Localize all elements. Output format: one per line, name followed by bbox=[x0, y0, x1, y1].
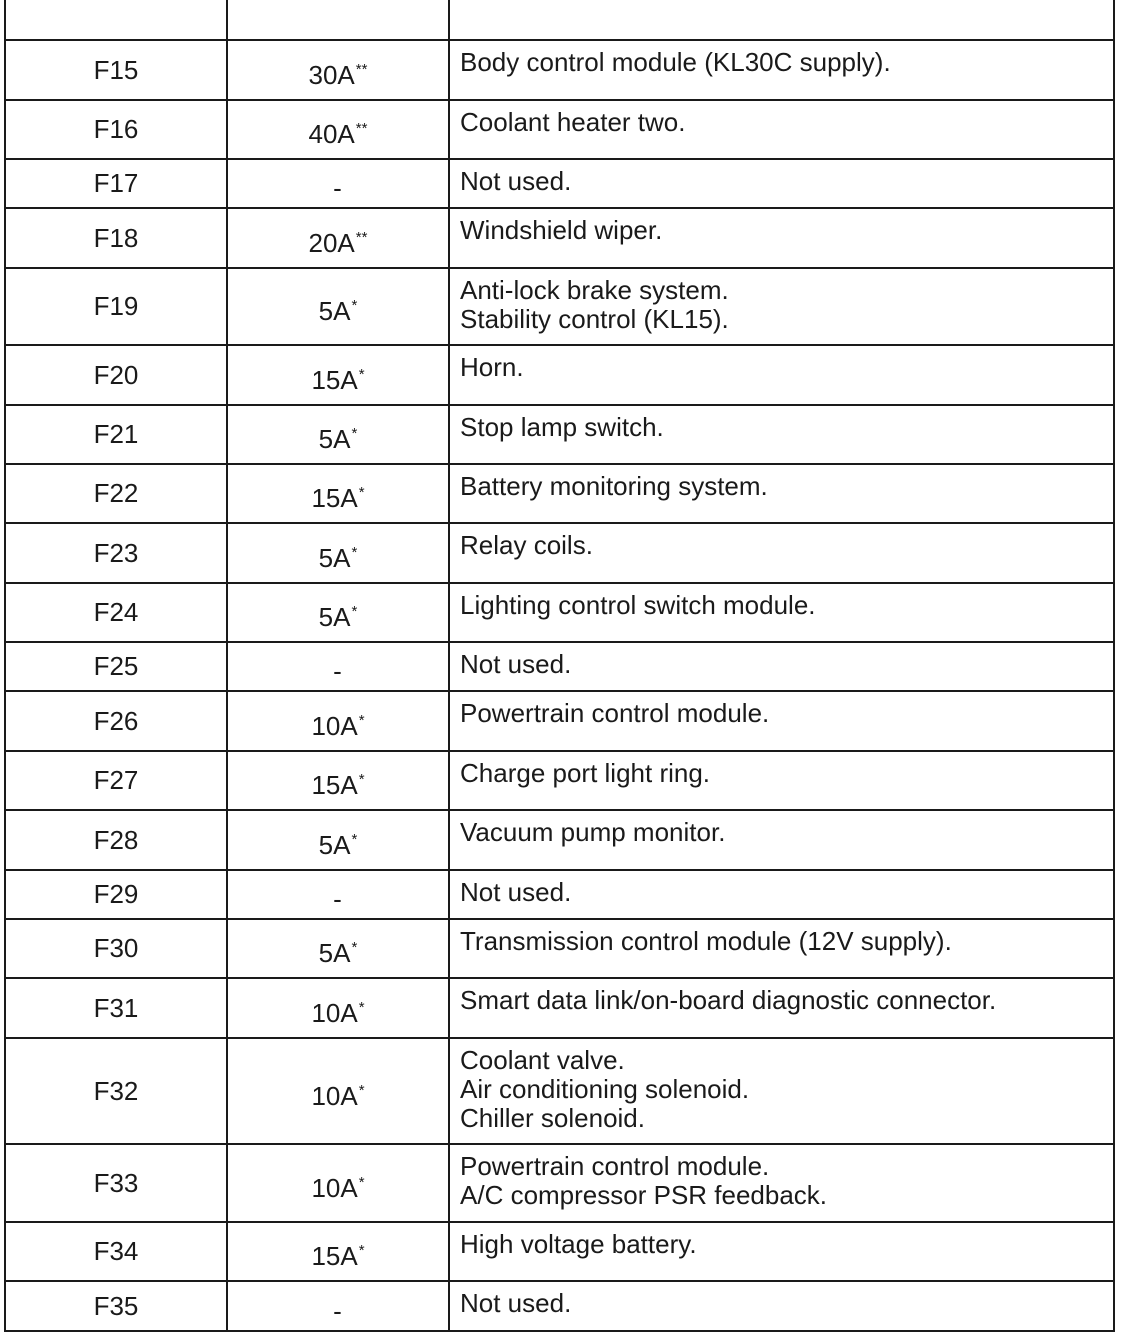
amp-value: 15A bbox=[311, 1241, 358, 1271]
circuit-description bbox=[449, 751, 1114, 810]
rating-footnote-mark: ** bbox=[355, 228, 368, 246]
rating-footnote-mark: * bbox=[358, 484, 365, 502]
amp-value: 5A bbox=[318, 424, 351, 454]
circuit-description bbox=[449, 583, 1114, 642]
fuse-number: F34 bbox=[5, 1222, 227, 1281]
table-row bbox=[5, 100, 1114, 159]
table-row bbox=[5, 751, 1114, 810]
description-line: Anti-lock brake system. bbox=[460, 275, 729, 305]
table-row bbox=[5, 583, 1114, 642]
description-line: Smart data link/on-board diagnostic connector. bbox=[460, 985, 997, 1015]
table-row bbox=[5, 919, 1114, 978]
fuse-number: F17 bbox=[5, 159, 227, 208]
fuse-number: F33 bbox=[5, 1144, 227, 1222]
description-line: Powertrain control module. bbox=[460, 698, 770, 728]
description-line: Transmission control module (12V supply). bbox=[460, 926, 952, 956]
circuit-description bbox=[449, 464, 1114, 523]
circuit-description bbox=[449, 159, 1114, 208]
circuit-description bbox=[449, 268, 1114, 345]
description-line: High voltage battery. bbox=[460, 1229, 697, 1259]
circuit-description bbox=[449, 0, 1114, 40]
table-row bbox=[5, 978, 1114, 1038]
amp-value: 30A bbox=[308, 59, 355, 90]
description-line: Horn. bbox=[460, 352, 524, 382]
amp-rating bbox=[227, 978, 449, 1038]
table-row bbox=[5, 40, 1114, 100]
amp-rating bbox=[227, 870, 449, 919]
table-row bbox=[5, 870, 1114, 919]
amp-rating bbox=[227, 583, 449, 642]
description-line: Not used. bbox=[460, 1288, 572, 1318]
amp-value: 40A bbox=[308, 119, 355, 149]
description-line: Charge port light ring. bbox=[460, 758, 711, 788]
rating-footnote-mark: * bbox=[351, 830, 358, 848]
description-line: Stop lamp switch. bbox=[460, 412, 664, 442]
description-line: Stability control (KL15). bbox=[460, 304, 729, 334]
table-row bbox=[5, 208, 1114, 268]
circuit-description bbox=[449, 100, 1114, 159]
amp-rating bbox=[227, 208, 449, 268]
circuit-description bbox=[449, 40, 1114, 100]
table-row bbox=[5, 1281, 1114, 1331]
table-row bbox=[5, 1222, 1114, 1281]
description-line: A/C compressor PSR feedback. bbox=[460, 1180, 828, 1210]
amp-value: 10A bbox=[311, 997, 358, 1028]
rating-footnote-mark: * bbox=[358, 1242, 365, 1260]
fuse-number: F35 bbox=[5, 1281, 227, 1331]
amp-rating bbox=[227, 40, 449, 100]
amp-rating bbox=[227, 0, 449, 40]
rating-footnote-mark: * bbox=[358, 998, 365, 1016]
amp-value: 5A bbox=[318, 829, 351, 860]
table-row bbox=[5, 405, 1114, 464]
amp-rating bbox=[227, 405, 449, 464]
rating-footnote-mark: * bbox=[351, 425, 358, 443]
circuit-description bbox=[449, 1222, 1114, 1281]
amp-value: 10A bbox=[311, 1172, 358, 1203]
fuse-number: F18 bbox=[5, 208, 227, 268]
fuse-number: F30 bbox=[5, 919, 227, 978]
amp-rating bbox=[227, 751, 449, 810]
description-line: Windshield wiper. bbox=[460, 215, 663, 245]
amp-rating bbox=[227, 345, 449, 405]
amp-rating bbox=[227, 691, 449, 751]
description-line: Vacuum pump monitor. bbox=[460, 817, 726, 847]
circuit-description bbox=[449, 919, 1114, 978]
rating-footnote-mark: ** bbox=[355, 120, 368, 138]
rating-footnote-mark: * bbox=[358, 1173, 365, 1191]
rating-footnote-mark: * bbox=[358, 1081, 365, 1099]
table-row bbox=[5, 159, 1114, 208]
circuit-description bbox=[449, 978, 1114, 1038]
circuit-description bbox=[449, 208, 1114, 268]
amp-value: 10A bbox=[311, 710, 358, 741]
amp-value: - bbox=[333, 173, 342, 203]
rating-footnote-mark: * bbox=[351, 297, 358, 315]
description-line: Body control module (KL30C supply). bbox=[460, 47, 891, 77]
circuit-description bbox=[449, 1144, 1114, 1222]
amp-rating bbox=[227, 1038, 449, 1144]
fuse-number: F19 bbox=[5, 268, 227, 345]
circuit-description bbox=[449, 345, 1114, 405]
fuse-table-body bbox=[5, 0, 1114, 1331]
description-line: Powertrain control module. bbox=[460, 1151, 770, 1181]
amp-value: 20A bbox=[308, 227, 355, 258]
table-row bbox=[5, 1038, 1114, 1144]
amp-rating bbox=[227, 464, 449, 523]
amp-value: 15A bbox=[311, 483, 358, 513]
circuit-description bbox=[449, 691, 1114, 751]
fuse-number: F25 bbox=[5, 642, 227, 691]
fuse-number: F20 bbox=[5, 345, 227, 405]
circuit-description bbox=[449, 810, 1114, 870]
amp-value: 5A bbox=[318, 542, 351, 573]
description-line: Not used. bbox=[460, 649, 572, 679]
amp-rating bbox=[227, 159, 449, 208]
amp-value: 10A bbox=[311, 1080, 358, 1111]
table-row bbox=[5, 1144, 1114, 1222]
amp-value: 5A bbox=[318, 602, 351, 632]
rating-footnote-mark: * bbox=[358, 771, 365, 789]
amp-rating bbox=[227, 642, 449, 691]
circuit-description bbox=[449, 523, 1114, 583]
amp-rating bbox=[227, 1222, 449, 1281]
table-row bbox=[5, 0, 1114, 40]
amp-rating bbox=[227, 1281, 449, 1331]
circuit-description bbox=[449, 405, 1114, 464]
rating-footnote-mark: * bbox=[358, 711, 365, 729]
table-row bbox=[5, 642, 1114, 691]
circuit-description bbox=[449, 642, 1114, 691]
description-line: Coolant heater two. bbox=[460, 107, 686, 137]
rating-footnote-mark: * bbox=[351, 939, 358, 957]
amp-value: - bbox=[333, 656, 342, 686]
description-line: Coolant valve. bbox=[460, 1045, 625, 1075]
rating-footnote-mark: * bbox=[351, 603, 358, 621]
amp-rating bbox=[227, 810, 449, 870]
description-line: Lighting control switch module. bbox=[460, 590, 816, 620]
description-line: Not used. bbox=[460, 877, 572, 907]
amp-value: 15A bbox=[311, 770, 358, 800]
amp-value: - bbox=[333, 1295, 342, 1326]
fuse-number: F15 bbox=[5, 40, 227, 100]
description-line: Not used. bbox=[460, 166, 572, 196]
description-line: Air conditioning solenoid. bbox=[460, 1074, 750, 1104]
circuit-description bbox=[449, 1038, 1114, 1144]
description-line: Battery monitoring system. bbox=[460, 471, 768, 501]
fuse-number bbox=[5, 0, 227, 40]
table-row bbox=[5, 268, 1114, 345]
amp-value: 15A bbox=[311, 364, 358, 395]
description-line: Relay coils. bbox=[460, 530, 593, 560]
fuse-table bbox=[4, 0, 1115, 1332]
fuse-number: F28 bbox=[5, 810, 227, 870]
circuit-description bbox=[449, 1281, 1114, 1331]
fuse-number: F21 bbox=[5, 405, 227, 464]
fuse-number: F32 bbox=[5, 1038, 227, 1144]
table-row bbox=[5, 810, 1114, 870]
fuse-number: F22 bbox=[5, 464, 227, 523]
table-row bbox=[5, 464, 1114, 523]
amp-rating bbox=[227, 1144, 449, 1222]
fuse-number: F26 bbox=[5, 691, 227, 751]
amp-value: - bbox=[333, 884, 342, 914]
amp-rating bbox=[227, 100, 449, 159]
amp-rating bbox=[227, 268, 449, 345]
fuse-number: F31 bbox=[5, 978, 227, 1038]
table-row bbox=[5, 345, 1114, 405]
rating-footnote-mark: * bbox=[351, 543, 358, 561]
table-row bbox=[5, 691, 1114, 751]
description-line: Chiller solenoid. bbox=[460, 1103, 645, 1133]
table-row bbox=[5, 523, 1114, 583]
fuse-number: F29 bbox=[5, 870, 227, 919]
fuse-number: F16 bbox=[5, 100, 227, 159]
amp-value: 5A bbox=[318, 296, 351, 326]
fuse-number: F24 bbox=[5, 583, 227, 642]
amp-rating bbox=[227, 919, 449, 978]
amp-rating bbox=[227, 523, 449, 583]
rating-footnote-mark: ** bbox=[355, 60, 368, 78]
fuse-number: F27 bbox=[5, 751, 227, 810]
circuit-description bbox=[449, 870, 1114, 919]
rating-footnote-mark: * bbox=[358, 365, 365, 383]
amp-value: 5A bbox=[318, 938, 351, 968]
fuse-number: F23 bbox=[5, 523, 227, 583]
